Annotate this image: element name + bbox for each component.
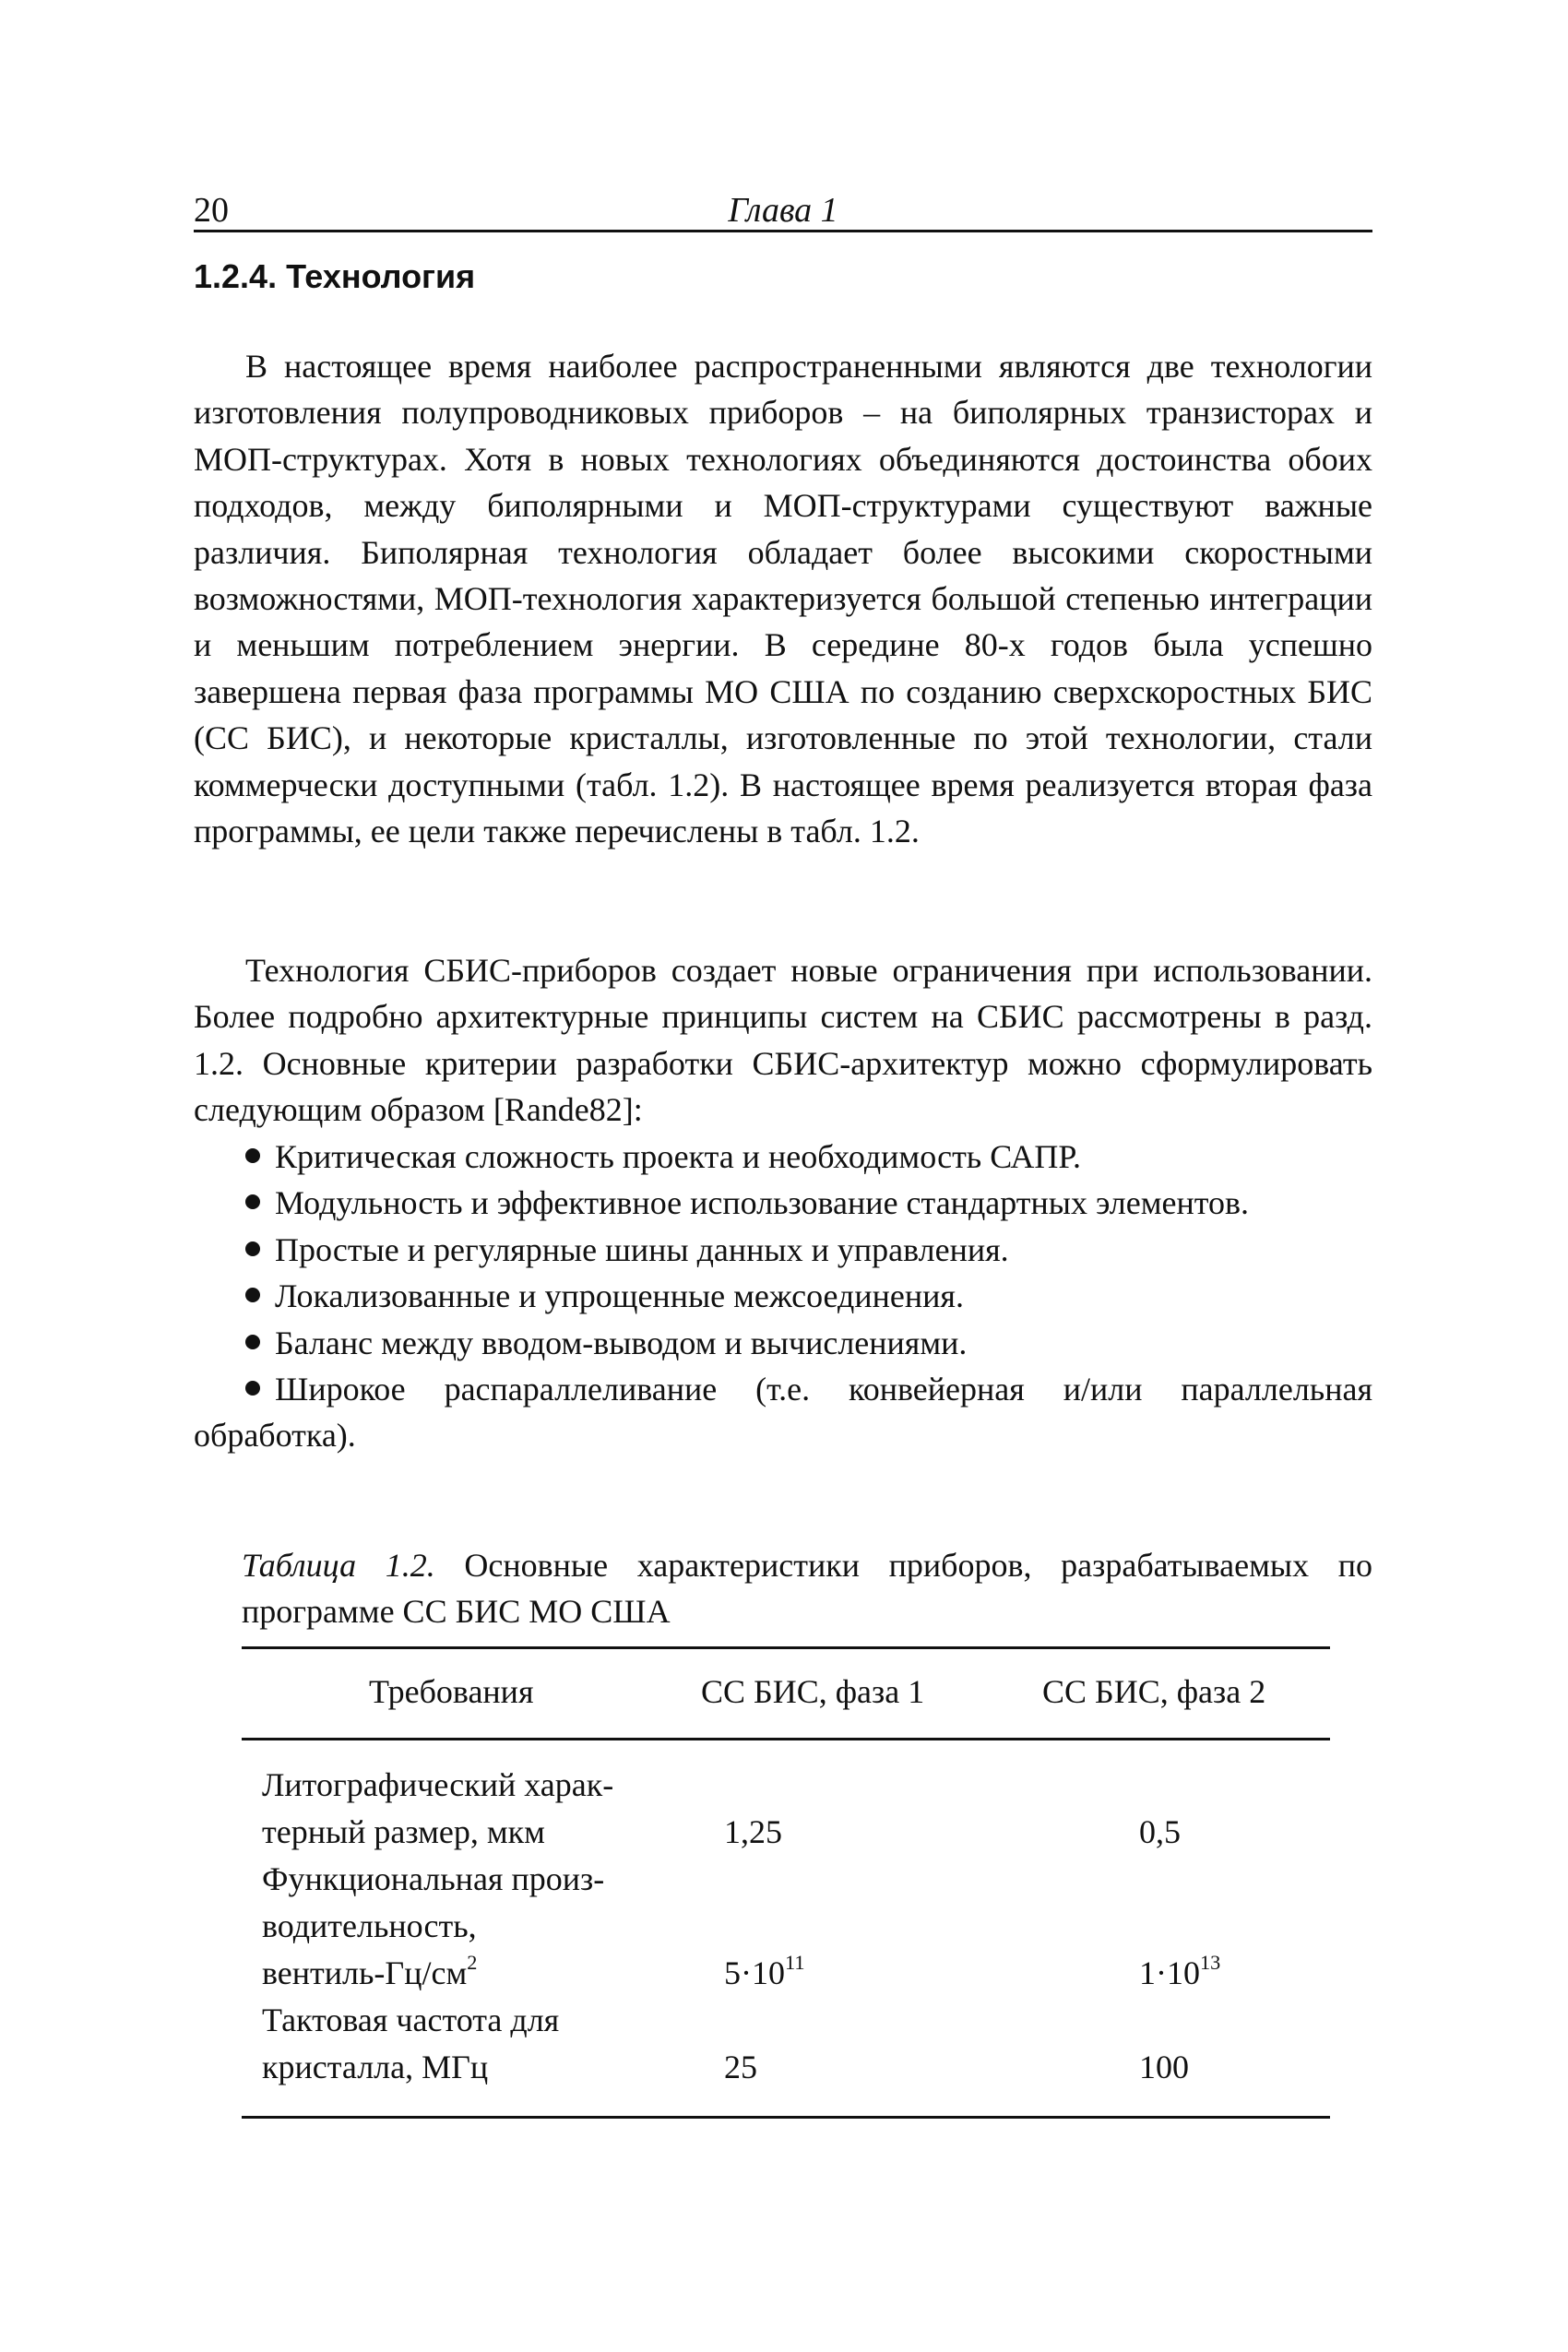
table-cell-req-text: вентиль-Гц/см [262, 1954, 468, 1991]
table-caption [242, 1542, 1372, 1635]
paragraph-1: В настоящее время наиболее распространенными являются две технологии изготовления полупроводниковых приборов – на биполярных транзисторах и МОП-структурах. Хотя в новых технологиях объединяются достоинства обоих подходов, между биполярными и МОП-структурами существуют важные различия. Биполярная технология обладает более высокими скоростными возможностями, МОП-технология характеризуется большой степенью интеграции и меньшим потреблением энергии. В середине 80-х годов была успешно завершена первая фаза программы МО США по созданию сверхскоростных БИС (СС БИС), и некоторые кристаллы, изготовленные по этой технологии, стали коммерчески доступными (табл. 1.2). В настоящее время реализуется вторая фаза программы, ее цели также перечислены в табл. 1.2. [194, 348, 1372, 850]
table-cell-req: Функциональная произ- [262, 1860, 605, 1897]
table-cell-req: терный размер, мкм [262, 1813, 545, 1850]
table-cell-req-sup: 2 [467, 1951, 478, 1975]
table-cell-phase2: 100 [1139, 2049, 1189, 2085]
table-caption-label: Таблица 1.2. [242, 1547, 435, 1584]
table-cell-phase1: 1,25 [724, 1813, 782, 1850]
table-cell-req: Литографический харак- [262, 1766, 614, 1803]
list-item [194, 1134, 1372, 1180]
table-cell-phase1: 25 [724, 2049, 757, 2085]
table-header-phase1: СС БИС, фаза 1 [701, 1673, 925, 1710]
table-rule-bottom [242, 2116, 1330, 2119]
list-item-text: Широкое распараллеливание (т.е. конвейерная и/или параллельная обработка). [194, 1371, 1372, 1455]
chapter-title: Глава 1 [728, 191, 838, 230]
bullet-icon [245, 1241, 260, 1256]
list-item-text: Баланс между вводом-выводом и вычислениями. [275, 1324, 968, 1361]
header-rule [194, 230, 1372, 232]
criteria-list [194, 1134, 1372, 1459]
list-item-text: Модульность и эффективное использование стандартных элементов. [275, 1184, 1249, 1222]
table-cell-req: водительность, [262, 1907, 477, 1944]
table-cell-req: Тактовая частота для [262, 2002, 560, 2038]
table-rule-header [242, 1738, 1330, 1740]
list-item [194, 1366, 1372, 1459]
list-item-text: Критическая сложность проекта и необходимость САПР. [275, 1138, 1081, 1175]
table-caption-text: Основные характеристики приборов, разрабатываемых по программе СС БИС МО США [242, 1547, 1372, 1631]
list-item [194, 1320, 1372, 1366]
list-item [194, 1180, 1372, 1226]
table-cell-phase1-base: 5·10 [724, 1954, 785, 1991]
bullet-icon [245, 1148, 260, 1163]
list-item-text: Простые и регулярные шины данных и управления. [275, 1230, 1009, 1268]
table-header-requirements: Требования [369, 1673, 534, 1710]
table-cell-req: кристалла, МГц [262, 2049, 489, 2085]
table-header-phase2: СС БИС, фаза 2 [1042, 1673, 1266, 1710]
table-cell-req [262, 1950, 477, 2001]
section-title: 1.2.4. Технология [194, 257, 476, 295]
table-cell-phase1-exp: 11 [785, 1951, 805, 1975]
table-cell-phase2: 0,5 [1139, 1813, 1181, 1850]
table-cell-phase2-base: 1·10 [1139, 1954, 1200, 1991]
list-item-text: Локализованные и упрощенные межсоединения. [275, 1277, 964, 1315]
paragraph-2: Технология СБИС-приборов создает новые ограничения при использовании. Более подробно архитектурные принципы систем на СБИС рассмотрены в разд. 1.2. Основные критерии разработки СБИС-архитектур можно сформулировать следующим образом [Rande82]: [194, 952, 1372, 1129]
table-rule-top [242, 1646, 1330, 1649]
table-cell-phase2-exp: 13 [1200, 1951, 1221, 1975]
page-number: 20 [194, 191, 229, 230]
list-item [194, 1273, 1372, 1319]
bullet-icon [245, 1381, 260, 1396]
table-cell-phase2 [1139, 1950, 1220, 2001]
bullet-icon [245, 1335, 260, 1349]
table-cell-phase1 [724, 1950, 804, 2001]
running-header [194, 192, 1372, 229]
list-item [194, 1227, 1372, 1273]
